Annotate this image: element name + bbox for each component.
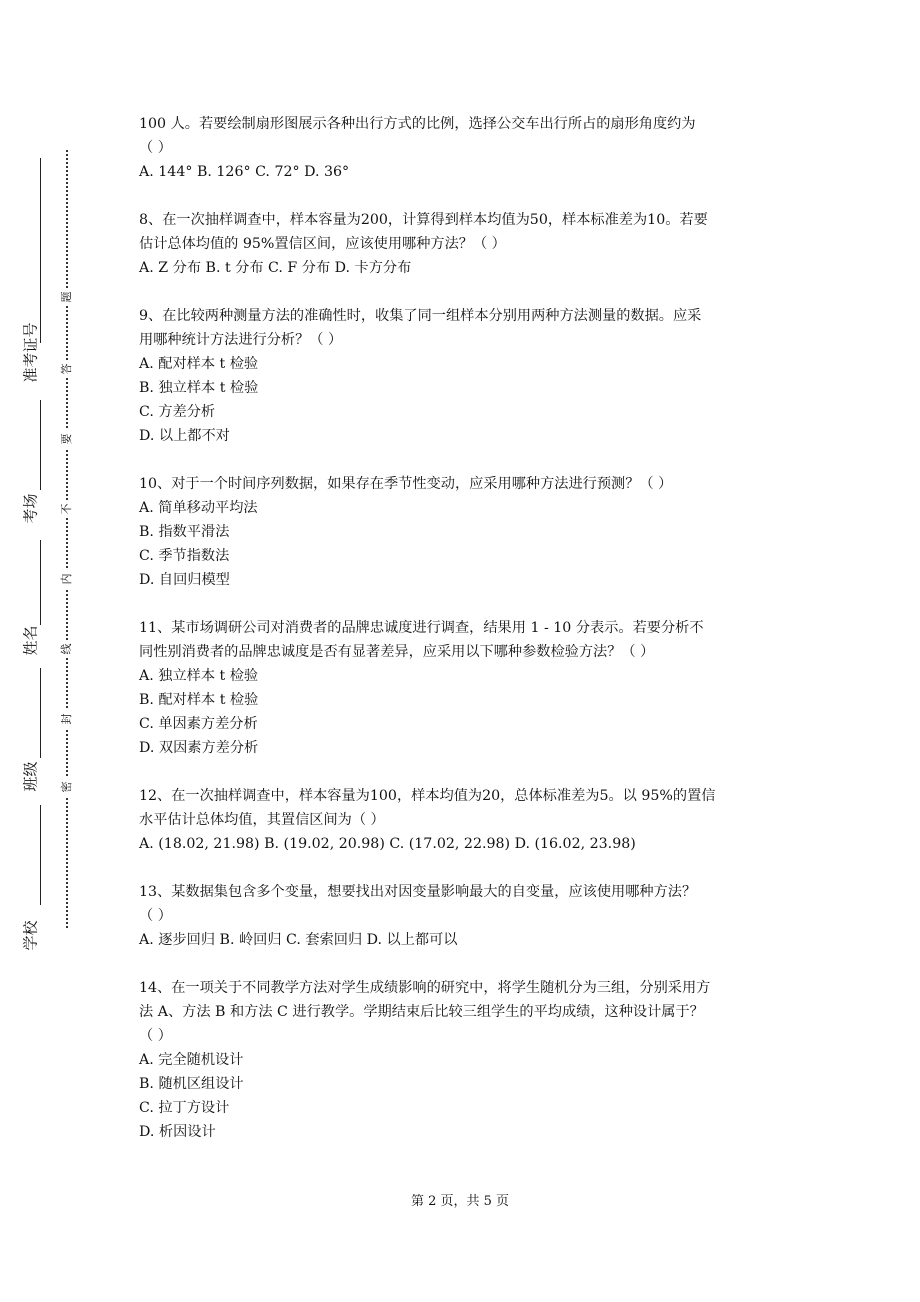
- option-c: C. 拉丁方设计: [139, 1100, 230, 1116]
- option-b: B. 指数平滑法: [139, 524, 230, 540]
- question-9: [139, 304, 799, 448]
- question-stem: 8、在一次抽样调查中，样本容量为200，计算得到样本均值为50，样本标准差为10。若要: [139, 212, 708, 228]
- option-b: B. 配对样本 t 检验: [139, 692, 259, 708]
- question-options: A. Z 分布 B. t 分布 C. F 分布 D. 卡方分布: [139, 260, 412, 276]
- option-c: C. 单因素方差分析: [139, 716, 258, 732]
- option-a: A. 独立样本 t 检验: [139, 668, 259, 684]
- question-14: [139, 976, 799, 1144]
- question-stem: 11、某市场调研公司对消费者的品牌忠诚度进行调查，结果用 1 - 10 分表示。若要分析不: [139, 620, 704, 636]
- option-a: A. 配对样本 t 检验: [139, 356, 259, 372]
- option-d: D. 双因素方差分析: [139, 740, 259, 756]
- question-stem: 12、在一次抽样调查中，样本容量为100，样本均值为20，总体标准差为5。以 95%的置信: [139, 788, 716, 804]
- question-options: A. 逐步回归 B. 岭回归 C. 套索回归 D. 以上都可以: [139, 932, 458, 948]
- label-exam-room: 考场: [21, 493, 40, 524]
- page-number: 第 2 页，共 5 页: [410, 1194, 510, 1209]
- option-a: A. 简单移动平均法: [139, 500, 258, 516]
- question-list: [139, 112, 799, 1168]
- question-10: [139, 472, 799, 592]
- question-13: [139, 880, 799, 952]
- question-stem: 14、在一项关于不同教学方法对学生成绩影响的研究中，将学生随机分为三组，分别采用方: [139, 980, 711, 996]
- option-b: B. 独立样本 t 检验: [139, 380, 259, 396]
- question-options: A. 144° B. 126° C. 72° D. 36°: [139, 164, 350, 180]
- question-options: A. (18.02, 21.98) B. (19.02, 20.98) C. (17.02, 22.98) D. (16.02, 23.98): [139, 836, 636, 852]
- seal-char: 不: [58, 500, 76, 518]
- seal-dotted-line: [66, 150, 68, 928]
- label-name: 姓名: [21, 625, 40, 656]
- question-7-continued: [139, 112, 799, 184]
- seal-char: 封: [58, 710, 76, 728]
- question-stem: 用哪种统计方法进行分析？（ ）: [139, 332, 343, 348]
- seal-char: 内: [58, 570, 76, 588]
- seal-char: 答: [58, 360, 76, 378]
- question-8: [139, 208, 799, 280]
- question-stem: （ ）: [139, 908, 172, 924]
- question-stem: （ ）: [139, 140, 172, 156]
- question-stem: （ ）: [139, 1028, 172, 1044]
- option-d: D. 析因设计: [139, 1124, 216, 1140]
- option-d: D. 自回归模型: [139, 572, 230, 588]
- field-line-class: [40, 668, 41, 758]
- label-exam-number: 准考证号: [21, 322, 40, 383]
- question-stem: 9、在比较两种测量方法的准确性时，收集了同一组样本分别用两种方法测量的数据。应采: [139, 308, 702, 324]
- field-line-name: [40, 540, 41, 625]
- seal-char: 要: [58, 430, 76, 448]
- label-class: 班级: [21, 761, 40, 792]
- label-school: 学校: [21, 920, 40, 951]
- question-11: [139, 616, 799, 760]
- field-line-exam-number: [40, 158, 41, 343]
- seal-char: 题: [58, 288, 76, 306]
- question-stem: 同性别消费者的品牌忠诚度是否有显著差异，应采用以下哪种参数检验方法？（ ）: [139, 644, 655, 660]
- field-line-exam-room: [40, 400, 41, 490]
- question-12: [139, 784, 799, 856]
- seal-char: 密: [58, 778, 76, 796]
- field-line-school: [40, 805, 41, 905]
- option-b: B. 随机区组设计: [139, 1076, 244, 1092]
- option-c: C. 方差分析: [139, 404, 216, 420]
- question-stem: 10、对于一个时间序列数据，如果存在季节性变动，应采用哪种方法进行预测？（ ）: [139, 476, 673, 492]
- option-c: C. 季节指数法: [139, 548, 230, 564]
- question-stem: 水平估计总体均值，其置信区间为（ ）: [139, 812, 385, 828]
- seal-char: 线: [58, 640, 76, 658]
- question-stem: 估计总体均值的 95%置信区间，应该使用哪种方法？（ ）: [139, 236, 506, 252]
- question-stem: 13、某数据集包含多个变量，想要找出对因变量影响最大的自变量，应该使用哪种方法？: [139, 884, 697, 900]
- option-a: A. 完全随机设计: [139, 1052, 244, 1068]
- question-stem: 法 A、方法 B 和方法 C 进行教学。学期结束后比较三组学生的平均成绩，这种设计属于？: [139, 1004, 704, 1020]
- question-stem: 100 人。若要绘制扇形图展示各种出行方式的比例，选择公交车出行所占的扇形角度约为: [139, 116, 696, 132]
- option-d: D. 以上都不对: [139, 428, 230, 444]
